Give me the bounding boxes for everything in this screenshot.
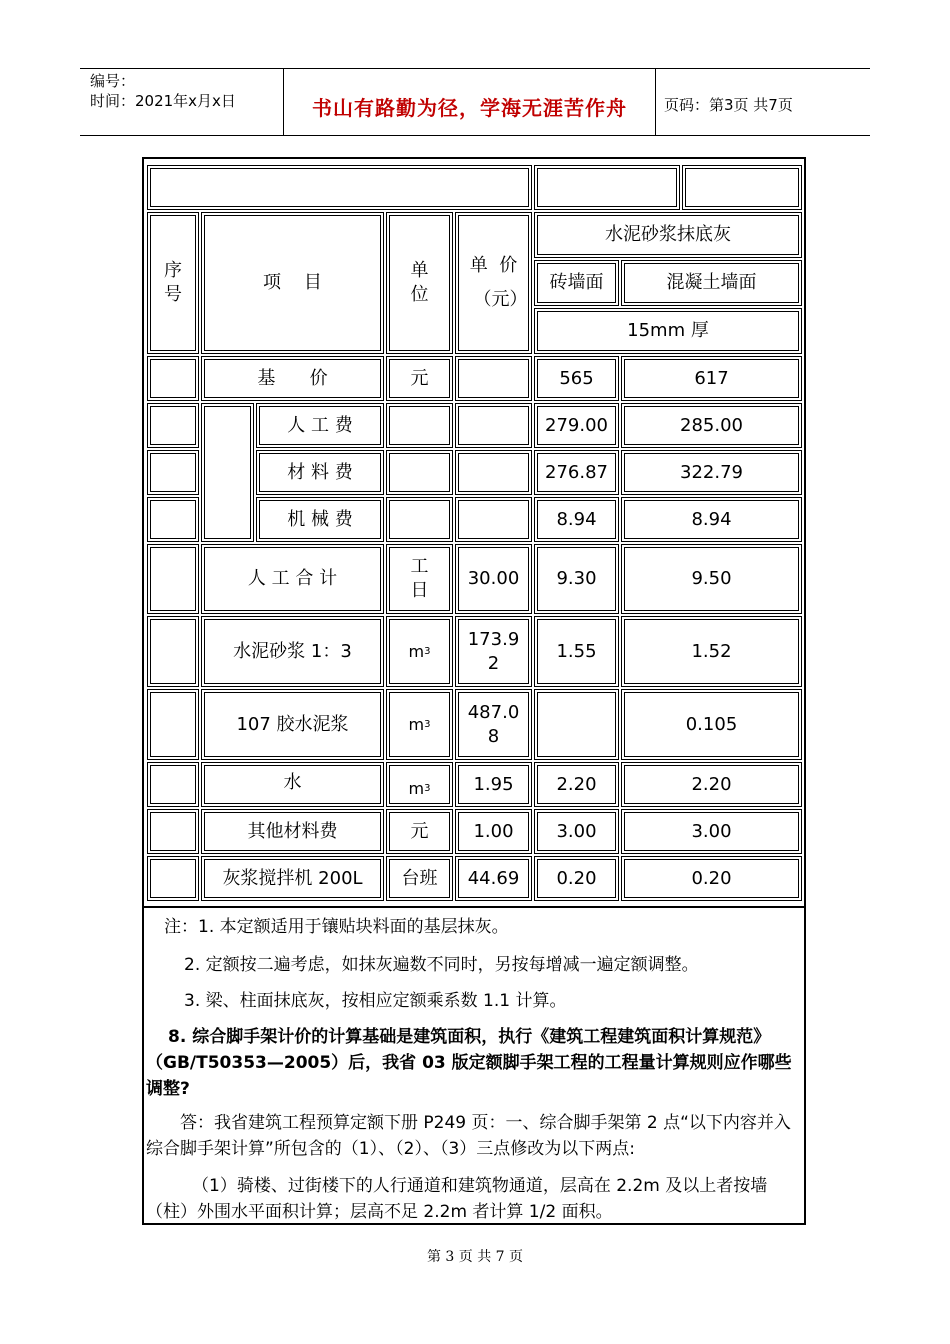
col-header-thickness: 15mm 厚 [534,308,802,354]
header-page-info: 页码：第3页 共7页 [664,96,793,114]
row-mixer-concrete: 0.20 [621,856,802,901]
row-mortar-price-text: 173.92 [467,628,520,674]
row-base-seq [147,356,199,401]
header-top-rule [80,68,870,69]
row-mortar-unit-sup: 3 [424,645,431,657]
row-material-fee-price [455,450,532,495]
row-water-unit-text: m [408,778,425,798]
row-glue-price-text: 487.08 [467,701,520,747]
row-glue-item: 107 胶水泥浆 [201,689,384,760]
header-number: 编号： [90,72,136,90]
row-labor-total-seq [147,544,199,614]
header-time: 时间：2021年x月x日 [90,92,236,110]
row-labor-total-brick: 9.30 [534,544,619,614]
note-1: 注：1. 本定额适用于镶贴块料面的基层抹灰。 [164,917,509,937]
row-base-price [455,356,532,401]
row-water-seq [147,762,199,807]
row-base-concrete: 617 [621,356,802,401]
header-motto: 书山有路勤为径，学海无涯苦作舟 [312,96,627,120]
row-labor-fee-unit [386,403,453,448]
row-glue-concrete: 0.105 [621,689,802,760]
col-header-concrete: 混凝土墙面 [621,260,802,306]
row-machine-fee-seq [147,497,199,542]
row-mixer-unit: 台班 [386,856,453,901]
row-labor-total-price: 30.00 [455,544,532,614]
col-header-seq-text: 序号 [164,260,182,305]
row-mixer-price: 44.69 [455,856,532,901]
row-machine-fee-brick: 8.94 [534,497,619,542]
col-header-price-unit: （元） [473,289,528,310]
row-base-unit: 元 [386,356,453,401]
row-other-seq [147,809,199,854]
row-mortar-concrete: 1.52 [621,616,802,687]
row-glue-price [455,689,532,760]
row-water-unit [386,762,453,807]
col-header-unit [386,212,453,354]
row-other-unit: 元 [386,809,453,854]
row-machine-fee-price [455,497,532,542]
col-header-group: 水泥砂浆抹底灰 [534,212,802,258]
table-top-empty-right [682,165,802,210]
row-material-fee-unit [386,450,453,495]
row-labor-fee-item: 人 工 费 [256,403,384,448]
row-base-item: 基 价 [201,356,384,401]
row-base-brick: 565 [534,356,619,401]
row-material-fee-brick: 276.87 [534,450,619,495]
row-other-concrete: 3.00 [621,809,802,854]
col-header-price [455,212,532,354]
answer-8: 答：我省建筑工程预算定额下册 P249 页：一、综合脚手架第 2 点“以下内容并入综合脚手架计算”所包含的（1）、（2）、（3）三点修改为以下两点: [146,1113,791,1159]
row-labor-fee-price [455,403,532,448]
note-3: 3. 梁、柱面抹底灰，按相应定额乘系数 1.1 计算。 [184,991,567,1011]
table-top-empty-mid [534,165,680,210]
row-glue-brick [534,689,619,760]
row-other-brick: 3.00 [534,809,619,854]
answer-point-1: （1）骑楼、过街楼下的人行通道和建筑物通道，层高在 2.2m 及以上者按墙（柱）外围水平面积计算；层高不足 2.2m 者计算 1/2 面积。 [146,1176,768,1222]
row-machine-fee-unit [386,497,453,542]
row-glue-unit [386,689,453,760]
row-mortar-item: 水泥砂浆 1：3 [201,616,384,687]
row-mortar-price [455,616,532,687]
header-bottom-rule [80,135,870,136]
row-glue-seq [147,689,199,760]
row-other-price: 1.00 [455,809,532,854]
table-top-empty-left [147,165,532,210]
header-divider-2 [655,68,656,135]
col-header-price-text: 单 价 [469,255,518,276]
row-water-brick: 2.20 [534,762,619,807]
col-header-item-text: 项 目 [263,272,322,293]
col-header-brick: 砖墙面 [534,260,619,306]
row-material-fee-seq [147,450,199,495]
question-8: 8. 综合脚手架计价的计算基础是建筑面积，执行《建筑工程建筑面积计算规范》（GB/T50353—2005）后，我省 03 版定额脚手架工程的工程量计算规则应作哪些调整? [146,1027,792,1099]
row-water-price: 1.95 [455,762,532,807]
notes-separator [142,906,806,908]
row-labor-fee-brick: 279.00 [534,403,619,448]
row-material-fee-item: 材 料 费 [256,450,384,495]
row-labor-fee-seq [147,403,199,448]
col-header-seq [147,212,199,354]
row-labor-total-concrete: 9.50 [621,544,802,614]
row-labor-total-unit [386,544,453,614]
row-machine-fee-item: 机 械 费 [256,497,384,542]
row-labor-fee-concrete: 285.00 [621,403,802,448]
row-fees-group [201,403,254,542]
row-mixer-item: 灰浆搅拌机 200L [201,856,384,901]
row-glue-unit-text: m [408,714,425,734]
note-2: 2. 定额按二遍考虑，如抹灰遍数不同时，另按每增减一遍定额调整。 [184,955,699,975]
row-water-unit-sup: 3 [424,782,431,794]
row-water-item: 水 [201,762,384,807]
row-mortar-unit [386,616,453,687]
page-footer: 第 3 页 共 7 页 [426,1249,524,1265]
col-header-item [201,212,384,354]
row-mortar-unit-text: m [408,641,425,661]
row-mortar-seq [147,616,199,687]
row-mixer-brick: 0.20 [534,856,619,901]
row-machine-fee-concrete: 8.94 [621,497,802,542]
row-other-item: 其他材料费 [201,809,384,854]
row-mortar-brick: 1.55 [534,616,619,687]
row-labor-total-unit-text: 工日 [410,556,429,601]
col-header-unit-text: 单位 [410,260,429,305]
row-labor-total-item: 人 工 合 计 [201,544,384,614]
row-mixer-seq [147,856,199,901]
row-water-concrete: 2.20 [621,762,802,807]
row-glue-unit-sup: 3 [424,718,431,730]
row-material-fee-concrete: 322.79 [621,450,802,495]
